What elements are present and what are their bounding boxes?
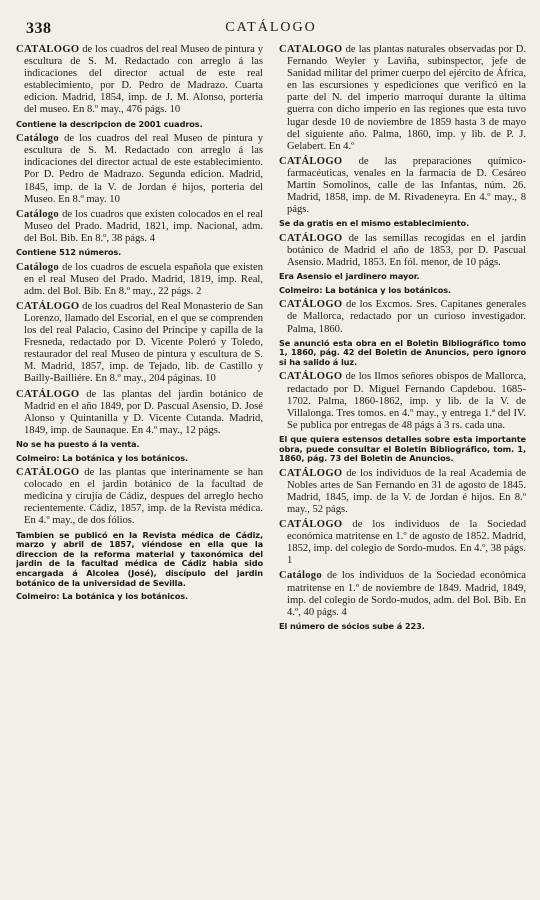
entry-text: de los individuos de la real Academia de Nobles artes de San Fernando en 31 de agosto de 1845. Madrid, 1845, imp. de la V. de Jordan é hijos. En 8.º may., 52 págs. (287, 467, 526, 515)
entry-note: Colmeiro: La botánica y los botánicos. (279, 284, 452, 295)
entry-note: Contiene la descripcion de 2001 cuadros. (16, 118, 203, 129)
entry-text: de los cuadros del Real Monasterio de San Lorenzo, llamado del Escorial, en el que se comprenden los del real Palacio, Casino del Príncipe y capilla de la Fresneda, redactado por D. Vicente Poleró y Toledo, restaurador del real Museo de pintura y escultura de S. M. Madrid, 1857, imp. de Tejado, lib. de Castillo y Bailly-Bailliére. En 8.º may., 204 páginas. 10 (24, 300, 263, 385)
catalog-entry (16, 301, 263, 386)
catalog-entry (16, 209, 263, 245)
left-column (16, 44, 263, 884)
entry-text: de las plantas naturales observadas por D. Fernando Weyler y Laviña, subinspector, jefe de Sanidad militar del primer cuerpo del ejército de África, en las escursiones y espediciones que verificó en la parte del N. del imperio marroquí durante la última guerra con dicho imperio en las regiones que esta tuvo lugar desde 10 de noviembre de 1859 hasta 3 de mayo del siguiente año. Palma, 1860, imp. y lib. de P. J. Gelabert. En 4.º (287, 44, 526, 152)
entry-heading: CATÁLOGO (279, 232, 343, 244)
catalog-entry (16, 44, 263, 117)
entry-heading: CATÁLOGO (279, 371, 343, 383)
catalog-entry (16, 467, 263, 527)
entry-heading: CATÁLOGO (16, 388, 80, 400)
entry-text: de los Ilmos señores obispos de Mallorca, redactado por D. Miguel Fernando Capdebou. 1685-1702. Palma, 1860-1862, imp. y lib. de la V. de Villalonga. Tres tomos. en 4.º may., y entrega 1.ª del IV. Se publica por entregas de 48 págs á 3 rs. cada una. (287, 371, 526, 431)
entry-text: de las plantas del jardin botánico de Madrid en el año 1849, por D. Pascual Asensio, D. José Alonso y Quintanilla y D. Vicente Cutanda. Madrid, 1849, imp. de Saunaque. En 4.º may., 12 págs. (24, 388, 263, 436)
catalog-entry (279, 570, 526, 618)
entry-text: de los cuadros de escuela española que existen en el real Museo del Prado. Madrid, 1819, imp. Real, adm. del Bol. Bib. En 8.º may., 22 págs. 2 (24, 261, 263, 297)
entry-heading: Catálogo (16, 261, 60, 273)
catalog-entry (16, 133, 263, 206)
entry-heading: CATÁLOGO (279, 519, 343, 531)
entry-note: Era Asensio el jardinero mayor. (279, 271, 420, 282)
entry-text: de los cuadros del real Museo de pintura y escultura de S. M. Redactado con arreglo á las indicaciones del director actual de este real establecimiento, por D. Pedro de Madrazo. Cuarta edicion. Madrid, 1854, imp. de J. M. Alonso, porteria del museo. En 8.º may., 476 págs. 10 (24, 44, 263, 116)
entry-text: de las semillas recogidas en el jardin botánico de Madrid el año de 1853, por D. Pascual Asensio. Madrid, 1853. En fól. menor, de 10 págs. (287, 232, 526, 269)
right-column (279, 44, 526, 884)
entry-text: de los cuadros que existen colocados en el real Museo del Prado. Madrid, 1821, imp. Nacional, adm. del Bol. Bib. En 8.º, 38 págs. 4 (24, 208, 263, 244)
entry-note: Contiene 512 números. (16, 247, 122, 257)
page-number: 338 (26, 20, 52, 37)
entry-text: de los cuadros del real Museo de pintura y escultura de S. M. Redactado con arreglo á las indicaciones del director actual de este establecimiento. Por D. Pedro de Madrazo. Segunda edicion. Madrid, 1845, imp. de la V. de Jordan é hijos, porteria del Museo. En 8.º may. 10 (24, 133, 263, 205)
entry-heading: CATÁLOGO (279, 44, 343, 55)
entry-heading: Catálogo (16, 133, 60, 145)
entry-heading: Catálogo (279, 570, 323, 582)
entry-text: de los individuos de la Sociedad económica matritense en 1.º de agosto de 1852. Madrid, 1852, imp. del colegio de Sordo-mudos. En 4.º, 38 págs. 1 (287, 519, 526, 567)
entry-text: de las preparaciones químico-farmacéuticas, venales en la farmacia de D. Cesáreo Martin Somolinos, calle de las Infantas, núm. 26. Madrid, 1858, imp. de M. Rivadeneyra. En 4.º may., 8 págs. (287, 155, 526, 216)
catalog-entry (279, 299, 526, 335)
entry-note: Colmeiro: La botánica y los botánicos. (16, 591, 189, 602)
catalog-entry (279, 371, 526, 431)
catalog-entry (16, 262, 263, 298)
running-title: CATÁLOGO (225, 20, 317, 35)
entry-heading: Catálogo (16, 208, 60, 220)
entry-note: No se ha puesto á la venta. (16, 438, 140, 449)
entry-note: El que quiera estensos detalles sobre esta importante obra, puede consultar el Boletin Bibliográfico, tom. 1, 1860, pág. 73 del Boletin de Anuncios. (279, 433, 526, 464)
entry-heading: CATÁLOGO (16, 300, 80, 312)
entry-text: de los individuos de la Sociedad económica matritense en 1.º de noviembre de 1849. Madrid, 1849, imp. del colegio de Sordo-mudos, adm. del Bol. Bib. En 4.º, 40 págs. 4 (287, 570, 526, 618)
entry-note: Tambien se publicó en la Revista médica de Cádiz, marzo y abril de 1857, viéndose en ella que la direccion de la reforma material y taxonómica del jardin de la facultad médica de Cádiz habia sido encargada á Alcolea (José), discípulo del jardin botánico de la universidad de Sevilla. (16, 529, 263, 588)
entry-note: Colmeiro: La botánica y los botánicos. (16, 452, 189, 463)
catalog-entry (279, 233, 526, 269)
page-header (16, 10, 526, 44)
entry-heading: CATÁLOGO (16, 467, 80, 479)
catalog-entry (279, 156, 526, 216)
entry-heading: CATÁLOGO (16, 44, 80, 55)
entry-text: de los Excmos. Sres. Capitanes generales de Mallorca, redactado por un curioso investigador. Palma, 1860. (287, 299, 526, 335)
entry-note: El número de sócios sube á 223. (279, 620, 425, 631)
entry-text: de las plantas que interinamente se han colocado en el jardin botánico de la facultad de medicina y cirujía de Cádiz, despues del arreglo hecho recientemente. Cádiz, 1857, imp. de la Revista médica. En 4.º may., de dos fólios. (24, 467, 263, 527)
catalog-entry (279, 468, 526, 516)
text-columns (16, 44, 526, 884)
entry-heading: CATÁLOGO (279, 155, 343, 167)
catalog-entry (16, 389, 263, 437)
entry-heading: CATÁLOGO (279, 467, 343, 479)
entry-note: Se anunció esta obra en el Boletin Bibliográfico tomo 1, 1860, pág. 42 del Boletin de Anuncios, pero ignoro si ha salido á luz. (279, 337, 526, 367)
catalog-entry (279, 44, 526, 153)
entry-note: Se da gratis en el mismo establecimiento. (279, 218, 470, 229)
catalog-entry (279, 519, 526, 567)
entry-heading: CATÁLOGO (279, 299, 343, 311)
